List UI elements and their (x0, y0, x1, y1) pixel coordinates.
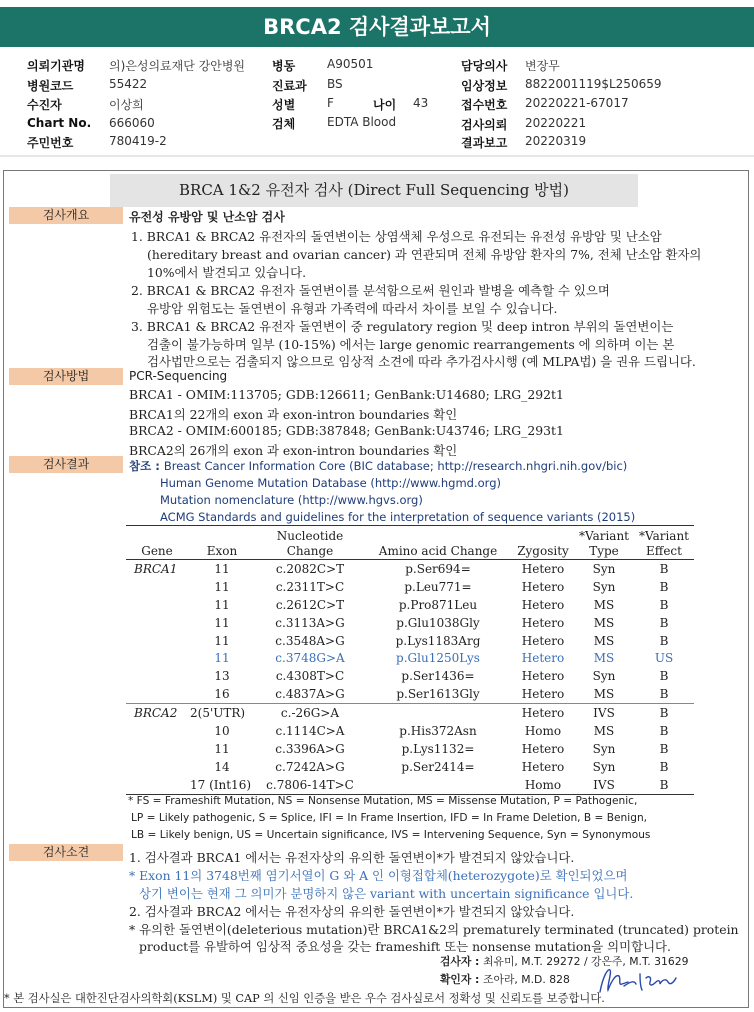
footer-note: * 본 검사실은 대한진단검사의학회(KSLM) 및 CAP 의 신임 인증을 받은 우수 검사실로서 정확성 및 신뢰도를 보증합니다. (4, 992, 605, 1005)
tester-value: 최유미, M.T. 29272 / 강은주, M.T. 31629 (483, 955, 689, 968)
column-header: Gene (141, 544, 173, 558)
reference-link: Breast Cancer Information Core (BIC database; http://research.nhgri.nih.gov/bic) (163, 459, 628, 473)
ward-value: A90501 (327, 57, 374, 71)
table-cell-zyg: Hetero (521, 669, 565, 684)
overview-line: 2. BRCA1 & BRCA2 유전자 돌연변이를 분석함으로써 원인과 발병을 예측할 수 있으며 (131, 283, 610, 298)
table-row (126, 649, 694, 667)
sex-value: F (327, 96, 334, 110)
column-header: *Variant Effect (639, 529, 689, 558)
table-cell-type: Syn (592, 579, 616, 594)
column-header: Nucleotide Change (276, 529, 344, 558)
table-cell-aa: p.His372Asn (399, 723, 477, 738)
table-cell-nuc: c.7806-14T>C (266, 777, 354, 792)
table-cell-gene (126, 685, 188, 703)
table-cell-nuc: c.4308T>C (275, 669, 345, 684)
report-date-label: 결과보고 (461, 136, 508, 150)
recipient-label: 수진자 (27, 98, 62, 112)
table-cell-exon: 10 (214, 723, 230, 738)
doctor-value: 변장무 (525, 59, 560, 73)
sex-label: 성별 (272, 98, 296, 112)
table-cell-zyg: Hetero (512, 704, 574, 722)
recipient-value: 이상희 (109, 98, 144, 112)
overview-heading: 유전성 유방암 및 난소암 검사 (129, 210, 285, 224)
method-line: BRCA2의 26개의 exon 과 exon-intron boundaries 확인 (129, 443, 458, 458)
institution-label: 의뢰기관명 (27, 59, 85, 73)
confirmer-line (440, 972, 570, 987)
table-cell-nuc: c.-26G>A (256, 704, 364, 722)
table-cell-type: MS (593, 615, 615, 630)
table-cell-type: IVS (574, 704, 634, 722)
age-label: 나이 (373, 98, 397, 112)
report-title: BRCA2 검사결과보고서 (0, 7, 754, 47)
table-cell-type: Syn (592, 669, 616, 684)
reference-link: Human Genome Mutation Database (http://www.hgmd.org) (160, 476, 501, 490)
method-line: PCR-Sequencing (129, 369, 228, 383)
table-cell-effect: B (659, 579, 669, 594)
table-cell-gene (126, 667, 188, 685)
opinion-line: 2. 검사결과 BRCA2 에서는 유전자상의 유의한 돌연변이*가 발견되지 않았습니다. (129, 904, 575, 919)
table-cell-effect: B (659, 669, 669, 684)
table-cell-nuc: c.2612C>T (275, 597, 345, 612)
table-cell-aa: p.Ser2414= (401, 759, 475, 774)
confirmer-value: 조아라, M.D. 828 (483, 973, 570, 986)
table-row (126, 596, 694, 614)
table-cell-type: MS (593, 723, 615, 738)
table-cell-type: MS (593, 651, 615, 666)
table-cell-nuc: c.1114C>A (275, 723, 345, 738)
table-cell-exon: 11 (214, 651, 230, 666)
request-date-value: 20220221 (525, 116, 587, 130)
table-row (126, 722, 694, 740)
table-cell-nuc: c.7242A>G (275, 759, 345, 774)
clinical-value: 8822001119$L250659 (525, 77, 662, 91)
footnote-line: * FS = Frameshift Mutation, NS = Nonsense Mutation, MS = Missense Mutation, P = Pathogenic, (128, 795, 638, 807)
table-cell-effect: B (659, 633, 669, 648)
results-label: 검사결과 (9, 456, 123, 473)
reference-block (129, 458, 627, 474)
table-cell-nuc: c.3113A>G (275, 615, 345, 630)
table-cell-aa: p.Ser1436= (401, 669, 475, 684)
table-cell-exon: 13 (214, 669, 230, 684)
table-cell-exon: 11 (214, 741, 230, 756)
table-cell-effect: B (659, 561, 669, 576)
table-cell-gene (126, 596, 188, 614)
footnote-line: LP = Likely pathogenic, S = Splice, IFI = In Frame Insertion, IFD = In Frame Deletion, B = Benign, (131, 812, 648, 824)
table-cell-zyg: Hetero (521, 759, 565, 774)
table-cell-exon: 11 (214, 615, 230, 630)
table-cell-aa: p.Pro871Leu (398, 597, 478, 612)
table-cell-effect: B (659, 759, 669, 774)
table-cell-type: Syn (592, 561, 616, 576)
overview-line: 1. BRCA1 & BRCA2 유전자의 돌연변이는 상염색체 우성으로 유전되는 유전성 유방암 및 난소암 (131, 229, 662, 244)
receipt-label: 접수번호 (461, 98, 508, 112)
column-header: Zygosity (517, 544, 569, 558)
table-cell-gene (126, 758, 188, 776)
signature-image (594, 962, 680, 998)
table-cell-zyg: Hetero (521, 651, 565, 666)
table-cell-nuc: c.3548A>G (275, 633, 345, 648)
table-cell-aa: p.Leu771= (404, 579, 472, 594)
table-cell-effect: B (659, 777, 669, 792)
overview-line: 검출이 불가능하며 일부 (10-15%) 에서는 large genomic rearrangements 에 의하며 이는 본 (147, 337, 675, 352)
header-divider (0, 155, 754, 157)
age-value: 43 (413, 96, 429, 110)
opinion-line: 상기 변이는 현재 그 의미가 분명하지 않은 variant with uncertain significance 입니다. (139, 886, 634, 901)
footnote-line: LB = Likely benign, US = Uncertain significance, IVS = Intervening Sequence, Syn = Synonymous (131, 829, 651, 841)
table-cell-exon: 11 (214, 579, 230, 594)
table-cell-aa: p.Lys1132= (401, 741, 475, 756)
table-cell-effect: B (634, 704, 694, 722)
opinion-line: * 유의한 돌연변이(deleterious mutation)란 BRCA1&2의 prematurely terminated (truncated) protein (129, 922, 739, 937)
table-cell-type: MS (593, 633, 615, 648)
opinion-line: * Exon 11의 3748번째 염기서열이 G 와 A 인 이형접합체(heterozygote)로 확인되었으며 (129, 868, 628, 883)
table-cell-effect: B (659, 741, 669, 756)
table-row (126, 740, 694, 758)
table-cell-nuc: c.3396A>G (275, 741, 345, 756)
opinion-line: 1. 검사결과 BRCA1 에서는 유전자상의 유의한 돌연변이*가 발견되지 않았습니다. (129, 850, 575, 865)
request-date-label: 검사의뢰 (461, 118, 508, 132)
column-header: Exon (206, 544, 238, 558)
table-cell-gene (126, 740, 188, 758)
table-cell-effect: B (659, 723, 669, 738)
table-cell-nuc: c.2311T>C (275, 579, 345, 594)
table-row (126, 776, 694, 794)
hospital-code-label: 병원코드 (27, 79, 74, 93)
result-title: BRCA 1&2 유전자 검사 (Direct Full Sequencing 방법) (110, 174, 638, 207)
table-cell-aa: p.Ser1613Gly (396, 687, 480, 702)
clinical-label: 임상정보 (461, 79, 508, 93)
table-cell-aa (364, 704, 512, 722)
table-cell-zyg: Hetero (521, 633, 565, 648)
tester-label: 검사자 : (440, 955, 484, 968)
table-row (126, 667, 694, 685)
ward-label: 병동 (272, 59, 296, 73)
hospital-code-value: 55422 (109, 77, 148, 91)
overview-line: 유방암 위험도는 돌연변이 유형과 가족력에 따라서 차이를 보일 수 있습니다. (147, 301, 558, 316)
table-row (126, 685, 694, 703)
opinion-label: 검사소견 (9, 844, 123, 861)
method-line: BRCA1의 22개의 exon 과 exon-intron boundaries 확인 (129, 407, 458, 422)
table-cell-effect: B (659, 687, 669, 702)
table-cell-zyg: Hetero (521, 579, 565, 594)
overview-line: (hereditary breast and ovarian cancer) 과 연관되며 전체 유방암 환자의 7%, 전체 난소암 환자의 (147, 247, 702, 262)
method-line: BRCA1 - OMIM:113705; GDB:126611; GenBank:U14680; LRG_292t1 (129, 387, 564, 402)
table-cell-zyg: Hetero (521, 741, 565, 756)
table-cell-gene: BRCA2 (126, 704, 188, 722)
variant-table (126, 525, 694, 795)
table-row (126, 704, 694, 722)
table-cell-exon: 2(5'UTR) (188, 704, 256, 722)
table-cell-gene (126, 578, 188, 596)
table-cell-exon: 11 (214, 561, 230, 576)
table-cell-nuc: c.2082C>T (275, 561, 345, 576)
table-cell-zyg: Hetero (521, 561, 565, 576)
table-cell-type: Syn (592, 741, 616, 756)
id-no-label: 주민번호 (27, 136, 74, 150)
overview-line: 10%에서 발견되고 있습니다. (147, 265, 307, 280)
table-cell-effect: B (659, 615, 669, 630)
reference-link: Mutation nomenclature (http://www.hgvs.org) (160, 493, 423, 507)
receipt-value: 20220221-67017 (525, 96, 629, 110)
table-cell-aa: p.Lys1183Arg (395, 633, 481, 648)
institution-value: 의)은성의료재단 강안병원 (109, 59, 246, 73)
table-row (126, 560, 694, 578)
chart-no-label: Chart No. (27, 116, 92, 130)
table-cell-exon: 16 (214, 687, 230, 702)
table-row (126, 578, 694, 596)
dept-value: BS (327, 77, 343, 91)
table-cell-zyg: Homo (524, 723, 562, 738)
specimen-value: EDTA Blood (327, 115, 397, 129)
report-date-value: 20220319 (525, 134, 587, 148)
specimen-label: 검체 (272, 117, 296, 131)
table-row (126, 614, 694, 632)
overview-line: 3. BRCA1 & BRCA2 유전자 돌연변이 중 regulatory region 및 deep intron 부위의 돌연변이는 (131, 319, 674, 334)
table-cell-zyg: Hetero (521, 615, 565, 630)
table-cell-nuc: c.4837A>G (275, 687, 345, 702)
table-cell-aa: p.Glu1038Gly (396, 615, 480, 630)
table-cell-gene: BRCA1 (134, 561, 178, 576)
chart-no-value: 666060 (109, 116, 155, 130)
table-cell-zyg: Hetero (521, 687, 565, 702)
table-cell-effect: US (654, 651, 674, 666)
table-cell-exon: 11 (214, 597, 230, 612)
overview-label: 검사개요 (9, 207, 123, 224)
column-header: *Variant Type (579, 529, 629, 558)
overview-line: 검사법만으로는 검출되지 않으므로 임상적 소견에 따라 추가검사시행 (예 MLPA법) 을 권유 드립니다. (147, 354, 696, 369)
opinion-line: product를 유발하여 임상적 중요성을 갖는 frameshift 또는 nonsense mutation을 의미합니다. (139, 939, 671, 954)
table-cell-aa: p.Ser694= (405, 561, 471, 576)
doctor-label: 담당의사 (461, 59, 508, 73)
reference-link: ACMG Standards and guidelines for the interpretation of sequence variants (2015) (160, 510, 636, 524)
table-cell-aa (364, 776, 512, 794)
table-cell-exon: 14 (214, 759, 230, 774)
table-cell-gene (126, 649, 188, 667)
table-row (126, 632, 694, 650)
method-label: 검사방법 (9, 368, 123, 385)
reference-prefix: 참조 : (129, 459, 164, 473)
table-cell-exon: 17 (Int16) (190, 777, 252, 792)
table-cell-gene (126, 776, 188, 794)
method-line: BRCA2 - OMIM:600185; GDB:387848; GenBank:U43746; LRG_293t1 (129, 423, 564, 438)
column-header: Amino acid Change (378, 544, 498, 558)
table-cell-exon: 11 (214, 633, 230, 648)
table-cell-aa: p.Glu1250Lys (396, 651, 480, 666)
table-cell-gene (126, 614, 188, 632)
table-row (126, 758, 694, 776)
table-cell-nuc: c.3748G>A (275, 651, 345, 666)
table-cell-type: IVS (593, 777, 615, 792)
table-cell-gene (126, 722, 188, 740)
table-cell-zyg: Homo (524, 777, 562, 792)
dept-label: 진료과 (272, 79, 307, 93)
id-no-value: 780419-2 (109, 134, 167, 148)
table-cell-effect: B (659, 597, 669, 612)
table-cell-type: MS (593, 687, 615, 702)
table-cell-zyg: Hetero (521, 597, 565, 612)
table-cell-gene (126, 632, 188, 650)
confirmer-label: 확인자 : (440, 973, 484, 986)
table-cell-type: MS (593, 597, 615, 612)
table-cell-type: Syn (592, 759, 616, 774)
